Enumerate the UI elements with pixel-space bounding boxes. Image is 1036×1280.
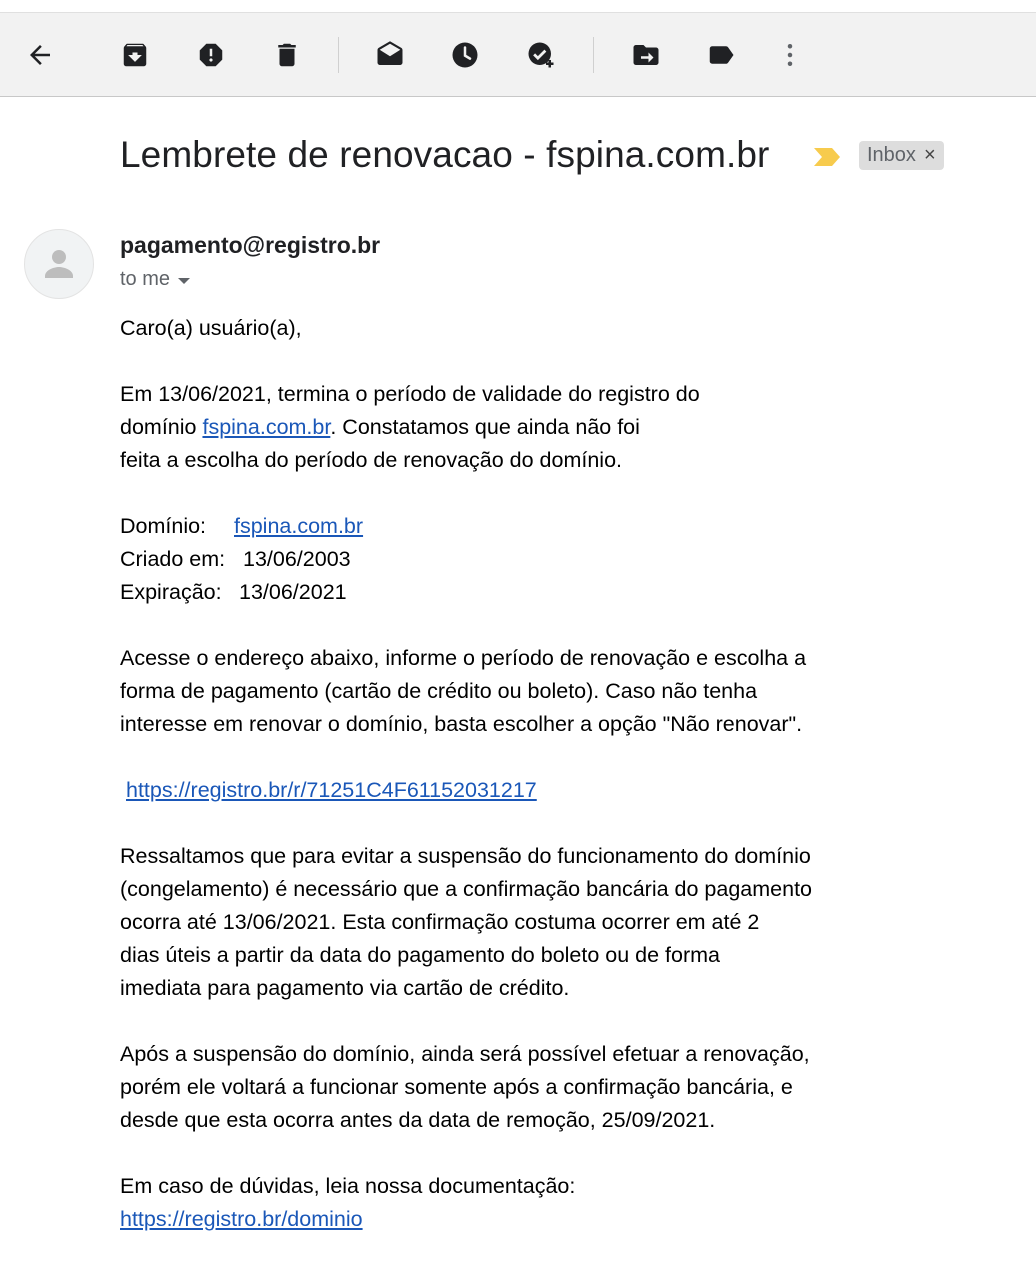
sender-avatar bbox=[24, 229, 94, 299]
body-text: forma de pagamento (cartão de crédito ou boleto). Caso não tenha bbox=[120, 679, 758, 703]
body-text: ocorra até 13/06/2021. Esta confirmação costuma ocorrer em até 2 bbox=[120, 910, 760, 934]
body-text-fragment: domínio bbox=[120, 415, 203, 439]
more-vert-icon bbox=[775, 40, 805, 70]
labels-button[interactable] bbox=[701, 35, 741, 75]
body-text bbox=[120, 411, 880, 444]
renew-link-line bbox=[120, 774, 880, 807]
sender-email[interactable]: pagamento@registro.br bbox=[120, 232, 381, 258]
body-text: desde que esta ocorra antes da data de remoção, 25/09/2021. bbox=[120, 1108, 716, 1132]
move-to-icon bbox=[631, 40, 661, 70]
documentation-link[interactable]: https://registro.br/dominio bbox=[120, 1207, 363, 1231]
toolbar-separator bbox=[338, 37, 339, 73]
inbox-label-text: Inbox bbox=[867, 144, 916, 166]
report-spam-icon bbox=[196, 40, 226, 70]
mark-unread-button[interactable] bbox=[370, 35, 410, 75]
body-text: imediata para pagamento via cartão de crédito. bbox=[120, 976, 570, 1000]
label-icon bbox=[706, 40, 736, 70]
body-text: (congelamento) é necessário que a confirmação bancária do pagamento bbox=[120, 877, 813, 901]
add-task-icon bbox=[526, 40, 556, 70]
doc-link-line bbox=[120, 1203, 880, 1236]
snooze-button[interactable] bbox=[445, 35, 485, 75]
remove-label-icon[interactable]: × bbox=[923, 144, 936, 166]
renew-link[interactable]: https://registro.br/r/71251C4F61152031217 bbox=[126, 778, 537, 802]
report-spam-button[interactable] bbox=[191, 35, 231, 75]
body-text: Em 13/06/2021, termina o período de validade do registro do bbox=[120, 382, 700, 406]
archive-icon bbox=[120, 40, 150, 70]
created-label: Criado em: bbox=[120, 547, 226, 571]
email-toolbar bbox=[0, 13, 1036, 97]
email-body bbox=[120, 312, 880, 1236]
back-button[interactable] bbox=[20, 35, 60, 75]
snooze-icon bbox=[450, 40, 480, 70]
mark-unread-icon bbox=[375, 40, 405, 70]
body-text: Em caso de dúvidas, leia nossa documentação: bbox=[120, 1174, 576, 1198]
chevron-down-icon bbox=[178, 278, 190, 284]
recipient-details-toggle[interactable] bbox=[120, 268, 190, 291]
created-field bbox=[120, 543, 880, 576]
body-text: Acesse o endereço abaixo, informe o período de renovação e escolha a bbox=[120, 646, 807, 670]
back-arrow-icon bbox=[25, 40, 55, 70]
delete-icon bbox=[272, 40, 302, 70]
person-icon bbox=[25, 230, 93, 298]
email-subject: Lembrete de renovacao - fspina.com.br bbox=[120, 134, 770, 175]
body-text-fragment: . Constatamos que ainda não foi bbox=[330, 415, 640, 439]
more-options-button[interactable] bbox=[770, 35, 810, 75]
move-to-button[interactable] bbox=[626, 35, 666, 75]
domain-link[interactable]: fspina.com.br bbox=[202, 415, 331, 439]
delete-button[interactable] bbox=[267, 35, 307, 75]
domain-value-link[interactable]: fspina.com.br bbox=[234, 514, 364, 538]
expiry-value: 13/06/2021 bbox=[239, 580, 347, 604]
toolbar-separator bbox=[593, 37, 594, 73]
window-top-strip bbox=[0, 0, 1036, 13]
domain-label: Domínio: bbox=[120, 514, 207, 538]
body-text: feita a escolha do período de renovação do domínio. bbox=[120, 448, 623, 472]
body-text: interesse em renovar o domínio, basta escolher a opção "Não renovar". bbox=[120, 712, 803, 736]
body-text: porém ele voltará a funcionar somente após a confirmação bancária, e bbox=[120, 1075, 793, 1099]
greeting: Caro(a) usuário(a), bbox=[120, 316, 302, 340]
expiry-field bbox=[120, 576, 880, 609]
body-text: Ressaltamos que para evitar a suspensão do funcionamento do domínio bbox=[120, 844, 811, 868]
domain-field bbox=[120, 510, 880, 543]
archive-button[interactable] bbox=[115, 35, 155, 75]
importance-marker-icon[interactable] bbox=[812, 146, 842, 168]
body-text: dias úteis a partir da data do pagamento do boleto ou de forma bbox=[120, 943, 721, 967]
recipient-text: to me bbox=[120, 268, 171, 290]
expiry-label: Expiração: bbox=[120, 580, 222, 604]
body-text: Após a suspensão do domínio, ainda será possível efetuar a renovação, bbox=[120, 1042, 810, 1066]
inbox-label-chip bbox=[859, 141, 944, 170]
created-value: 13/06/2003 bbox=[243, 547, 351, 571]
add-to-tasks-button[interactable] bbox=[521, 35, 561, 75]
